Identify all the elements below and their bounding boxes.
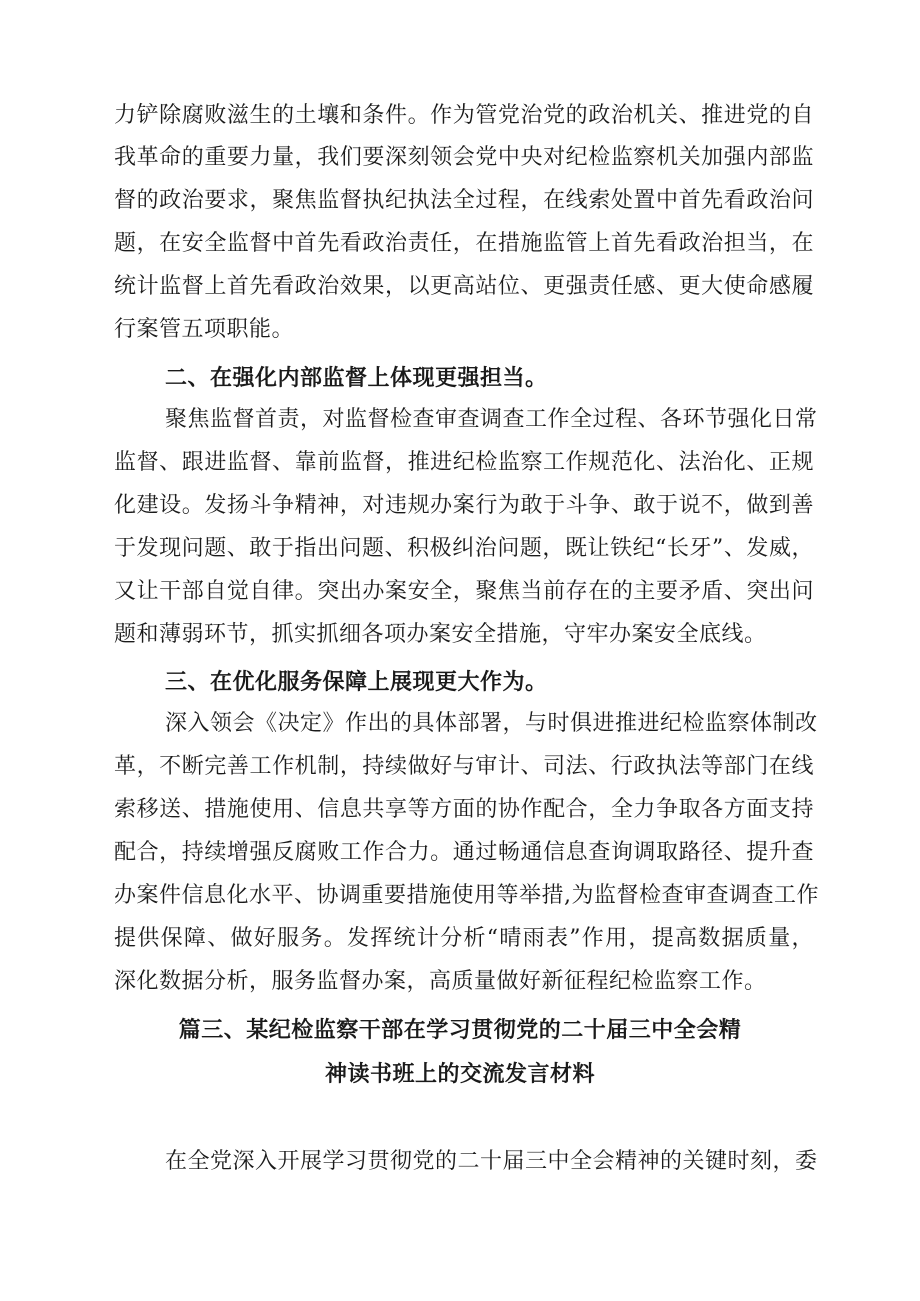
paragraph-line: 提供保障、做好服务。发挥统计分析“晴雨表”作用，提高数据质量， [114,926,814,951]
section-heading-3: 三、在优化服务保障上展现更大作为。 [165,670,548,695]
paragraph-line: 又让干部自觉自律。突出办案安全，聚焦当前存在的主要矛盾、突出问 [114,579,814,604]
paragraph-line: 在全党深入开展学习贯彻党的二十届三中全会精神的关键时刻，委 [165,1149,818,1174]
paragraph-line: 监督、跟进监督、靠前监督，推进纪检监察工作规范化、法治化、正规 [114,450,814,475]
paragraph-line: 革，不断完善工作机制，持续做好与审计、司法、行政执法等部门在线 [114,754,814,779]
paragraph-line: 深入领会《决定》作出的具体部署，与时俱进推进纪检监察体制改 [165,711,818,736]
article-title-line-2: 神读书班上的交流发言材料 [324,1062,595,1087]
paragraph-line: 聚焦监督首责，对监督检查审查调查工作全过程、各环节强化日常 [165,407,818,432]
paragraph-line: 索移送、措施使用、信息共享等方面的协作配合，全力争取各方面支持 [114,797,814,822]
paragraph-line: 我革命的重要力量，我们要深刻领会党中央对纪检监察机关加强内部监 [114,145,814,170]
article-title-line-1: 篇三、某纪检监察干部在学习贯彻党的二十届三中全会精 [178,1018,742,1043]
paragraph-line: 督的政治要求，聚焦监督执纪执法全过程，在线索处置中首先看政治问 [114,188,814,213]
paragraph-line: 深化数据分析，服务监督办案，高质量做好新征程纪检监察工作。 [114,969,767,994]
paragraph-line: 统计监督上首先看政治效果，以更高站位、更强责任感、更大使命感履 [114,274,814,299]
paragraph-line: 行案管五项职能。 [114,317,295,342]
section-heading-2: 二、在强化内部监督上体现更强担当。 [165,366,548,391]
paragraph-line: 力铲除腐败滋生的土壤和条件。作为管党治党的政治机关、推进党的自 [114,103,814,128]
paragraph-line: 化建设。发扬斗争精神，对违规办案行为敢于斗争、敢于说不，做到善 [114,493,814,518]
paragraph-line: 题和薄弱环节，抓实抓细各项办案安全措施，守牢办案安全底线。 [114,622,767,647]
paragraph-line: 配合，持续增强反腐败工作合力。通过畅通信息查询调取路径、提升查 [114,840,814,865]
paragraph-line: 题，在安全监督中首先看政治责任，在措施监管上首先看政治担当，在 [114,231,814,256]
paragraph-line: 于发现问题、敢于指出问题、积极纠治问题，既让铁纪“长牙”、发威， [114,536,814,561]
paragraph-line: 办案件信息化水平、协调重要措施使用等举措,为监督检查审查调查工作 [114,883,819,908]
